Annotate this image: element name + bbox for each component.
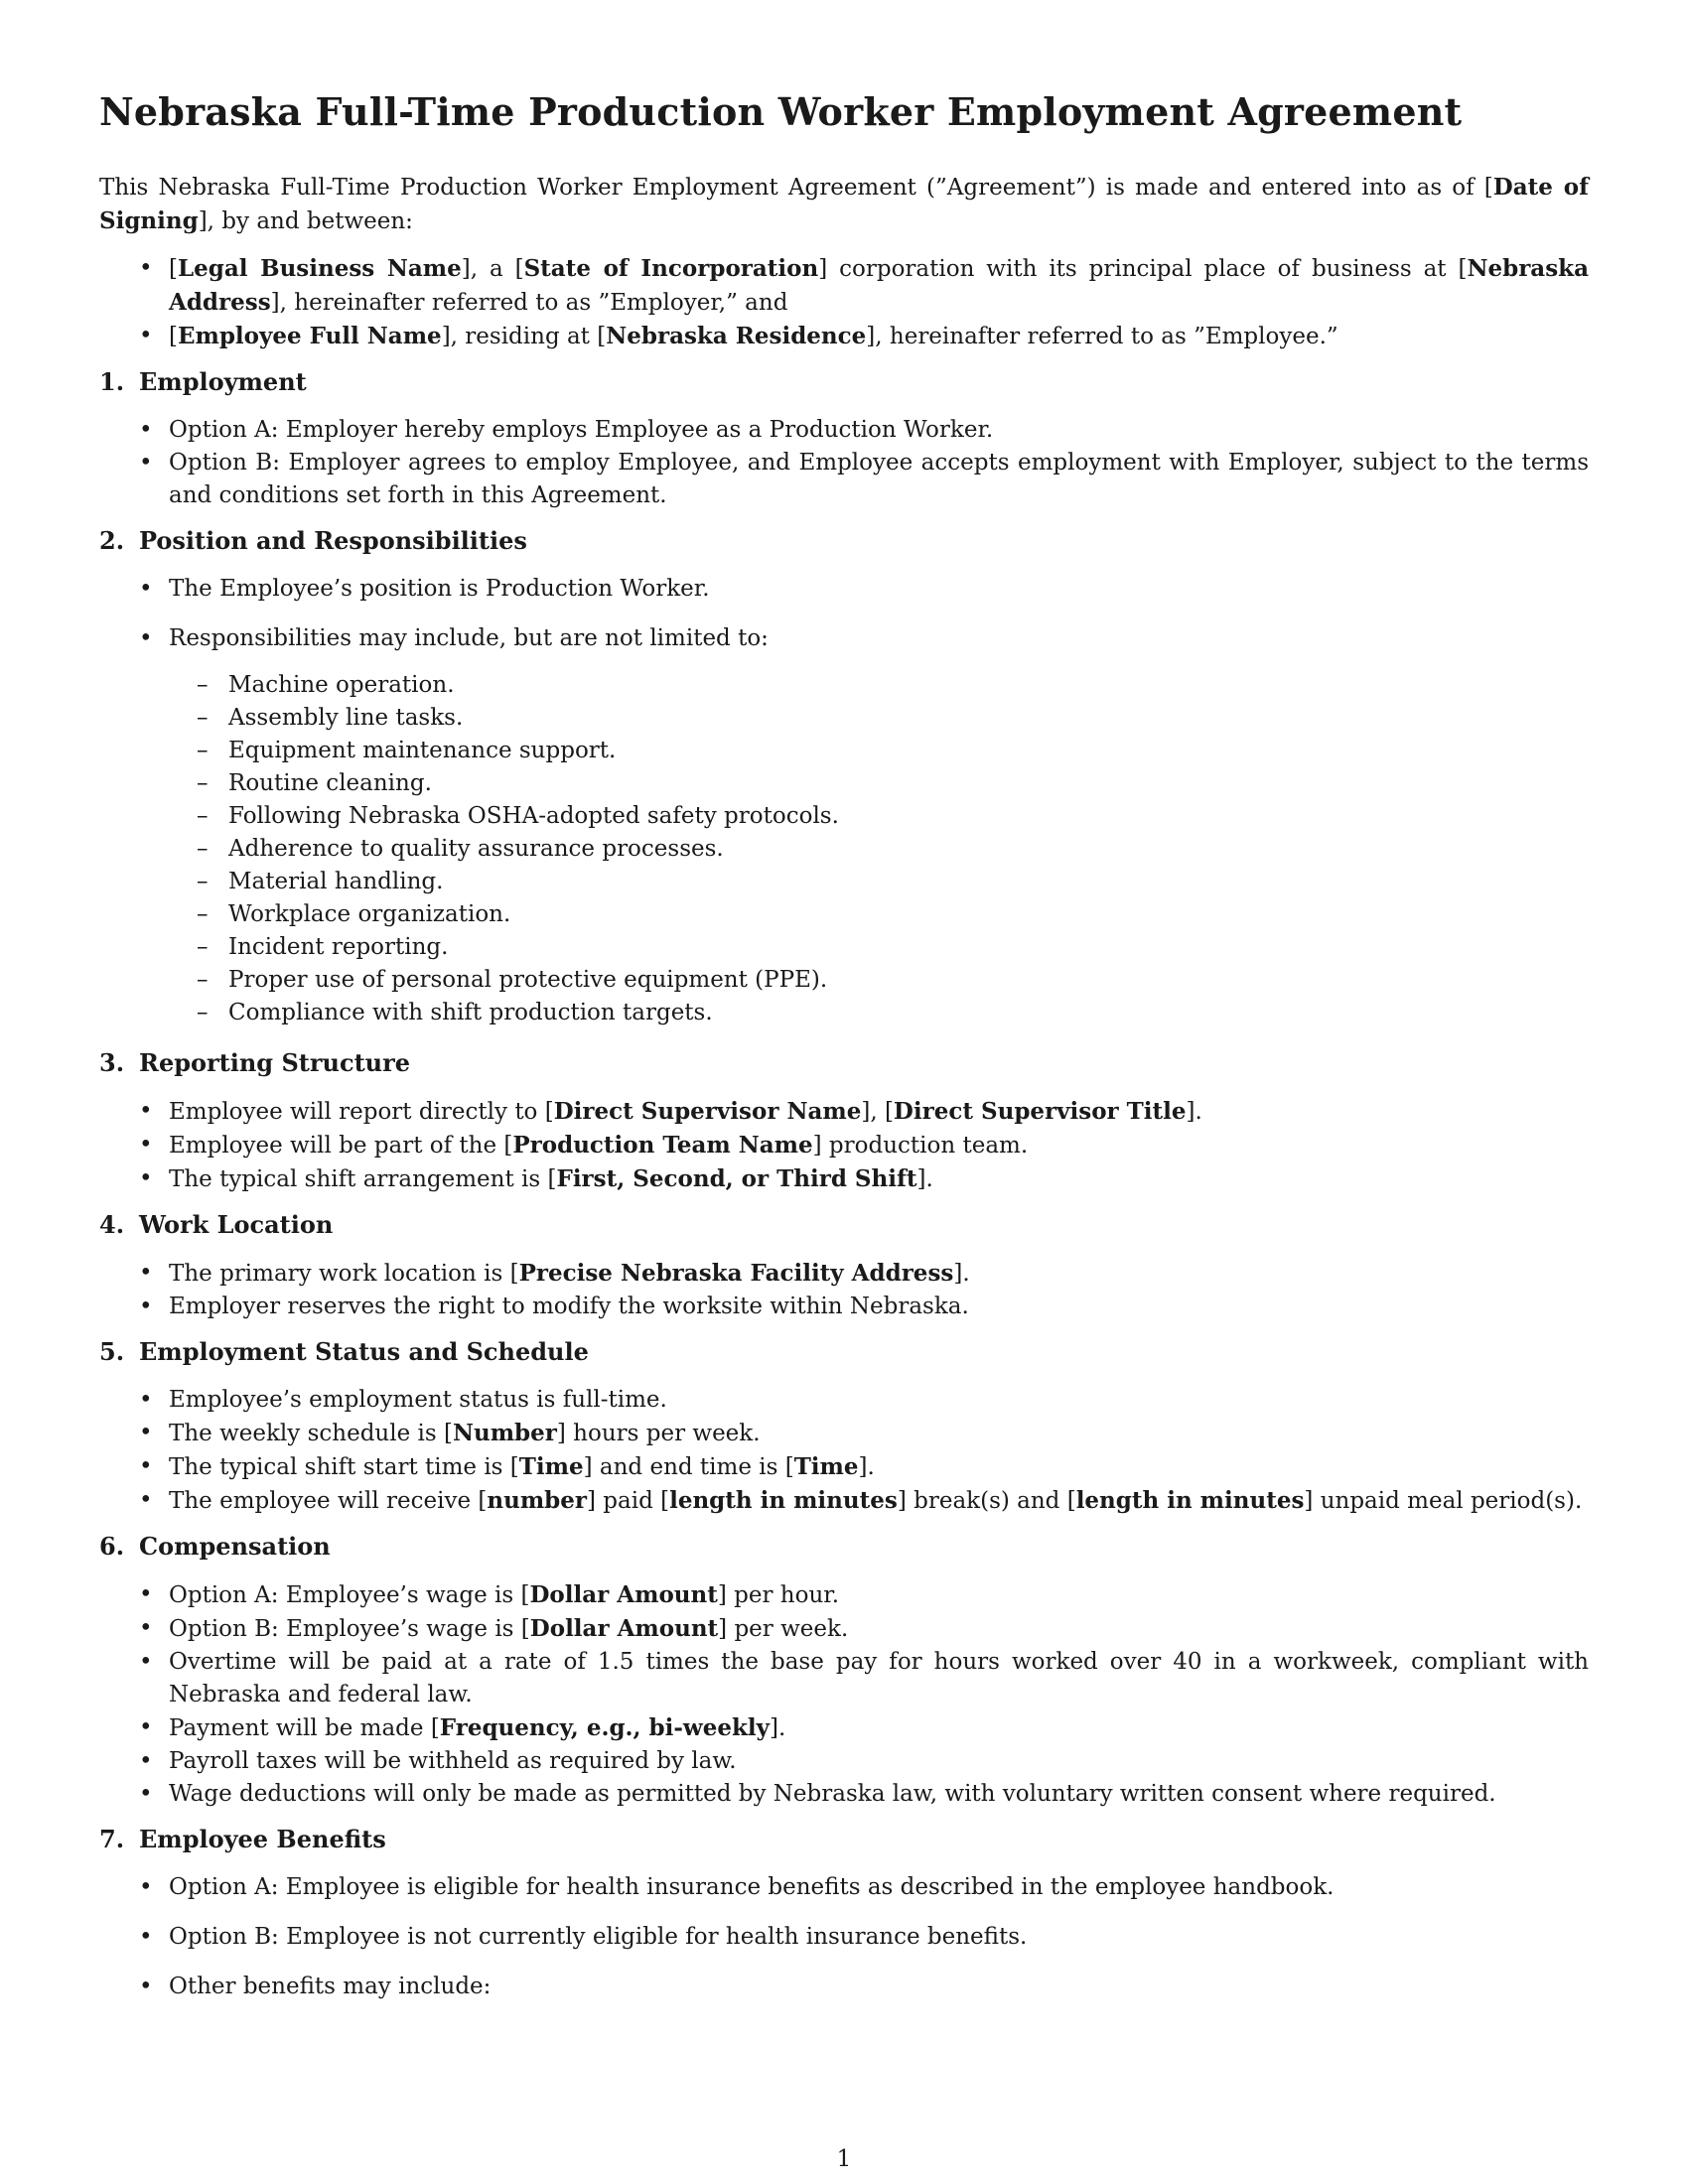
list-item: • Payment will be made [Frequency, e.g., bi-weekly]. xyxy=(99,1711,1589,1745)
section-3-list xyxy=(99,1095,1589,1196)
list-item: • The typical shift arrangement is [First, Second, or Third Shift]. xyxy=(99,1162,1589,1196)
document-body xyxy=(99,87,1589,2020)
document-title: Nebraska Full-Time Production Worker Employment Agreement xyxy=(99,89,1463,134)
list-item: • Employee’s employment status is full-time. xyxy=(99,1384,1589,1417)
list-item: – Machine operation. xyxy=(169,669,1589,702)
list-item: • The employee will receive [number] paid [length in minutes] break(s) and [length in minutes] unpaid meal period(s). xyxy=(99,1484,1589,1518)
list-item: – Material handling. xyxy=(169,866,1589,898)
list-item: • Overtime will be paid at a rate of 1.5 times the base pay for hours worked over 40 in a workweek, compliant with Nebraska and federal law. xyxy=(99,1646,1589,1711)
section-2-heading: 2. Position and Responsibilities xyxy=(99,526,527,555)
list-item: • Wage deductions will only be made as permitted by Nebraska law, with voluntary written consent where required. xyxy=(99,1778,1589,1811)
list-item: • Responsibilities may include, but are not limited to: – Machine operation. – Assembly line tasks. – Equipment maintenance support. – Routine cleaning. – Following Nebraska OSHA-adopted safety protocols. – Adherence to quality assurance processes. – Material handling. – Workplace organization. – Incident reporting. – Proper use of personal protective equipment (PPE). – Compliance with shift production targets. xyxy=(99,622,1589,1029)
list-item: • Option A: Employee is eligible for health insurance benefits as described in the employee handbook. xyxy=(99,1871,1589,1904)
section-5-heading: 5. Employment Status and Schedule xyxy=(99,1337,589,1366)
list-item: • Employee will be part of the [Production Team Name] production team. xyxy=(99,1129,1589,1162)
list-item: – Equipment maintenance support. xyxy=(169,735,1589,767)
list-item: • Option B: Employee is not currently eligible for health insurance benefits. xyxy=(99,1921,1589,1954)
list-item: • Employer reserves the right to modify the worksite within Nebraska. xyxy=(99,1291,1589,1323)
list-item: • Employee will report directly to [Direct Supervisor Name], [Direct Supervisor Title]. xyxy=(99,1095,1589,1129)
list-item: • Option A: Employer hereby employs Employee as a Production Worker. xyxy=(99,414,1589,447)
section-6-heading: 6. Compensation xyxy=(99,1532,331,1561)
employer-party: • [Legal Business Name], a [State of Incorporation] corporation with its principal place of business at [Nebraska Address], hereinafter referred to as ”Employer,” and xyxy=(99,252,1589,320)
list-item: • Option B: Employee’s wage is [Dollar Amount] per week. xyxy=(99,1612,1589,1646)
list-item: • The typical shift start time is [Time] and end time is [Time]. xyxy=(99,1450,1589,1484)
section-6-list xyxy=(99,1578,1589,1811)
list-item: – Workplace organization. xyxy=(169,898,1589,931)
list-item: – Compliance with shift production targets. xyxy=(169,997,1589,1029)
list-item: • Other benefits may include: xyxy=(99,1971,1589,2003)
intro-paragraph: This Nebraska Full-Time Production Worker Employment Agreement (”Agreement”) is made and entered into as of [Date of Signing], by and between: xyxy=(99,174,1589,234)
list-item: – Adherence to quality assurance processes. xyxy=(169,833,1589,866)
section-2-list xyxy=(99,573,1589,1029)
section-7-list xyxy=(99,1871,1589,2003)
list-item: • The weekly schedule is [Number] hours per week. xyxy=(99,1417,1589,1450)
section-1-heading: 1. Employment xyxy=(99,367,307,396)
page-number: 1 xyxy=(836,2146,852,2172)
list-item: – Proper use of personal protective equipment (PPE). xyxy=(169,964,1589,997)
list-item: • The primary work location is [Precise Nebraska Facility Address]. xyxy=(99,1257,1589,1291)
section-7-heading: 7. Employee Benefits xyxy=(99,1825,386,1853)
section-4-heading: 4. Work Location xyxy=(99,1210,334,1239)
list-item: – Routine cleaning. xyxy=(169,767,1589,800)
list-item: – Incident reporting. xyxy=(169,931,1589,964)
list-item: • Option B: Employer agrees to employ Employee, and Employee accepts employment with Employer, subject to the terms and conditions set forth in this Agreement. xyxy=(99,447,1589,512)
list-item: • The Employee’s position is Production Worker. xyxy=(99,573,1589,606)
list-item: • Payroll taxes will be withheld as required by law. xyxy=(99,1745,1589,1778)
section-3-heading: 3. Reporting Structure xyxy=(99,1048,411,1077)
responsibilities-list xyxy=(169,669,1589,1029)
list-item: – Following Nebraska OSHA-adopted safety protocols. xyxy=(169,800,1589,833)
list-item: – Assembly line tasks. xyxy=(169,702,1589,735)
date-placeholder: Date of Signing xyxy=(99,174,1589,234)
section-1-list xyxy=(99,414,1589,512)
parties-list xyxy=(99,252,1589,353)
employee-party: • [Employee Full Name], residing at [Nebraska Residence], hereinafter referred to as ”Employee.” xyxy=(99,320,1589,353)
list-item: • Option A: Employee’s wage is [Dollar Amount] per hour. xyxy=(99,1578,1589,1612)
section-4-list xyxy=(99,1257,1589,1323)
section-5-list xyxy=(99,1384,1589,1518)
